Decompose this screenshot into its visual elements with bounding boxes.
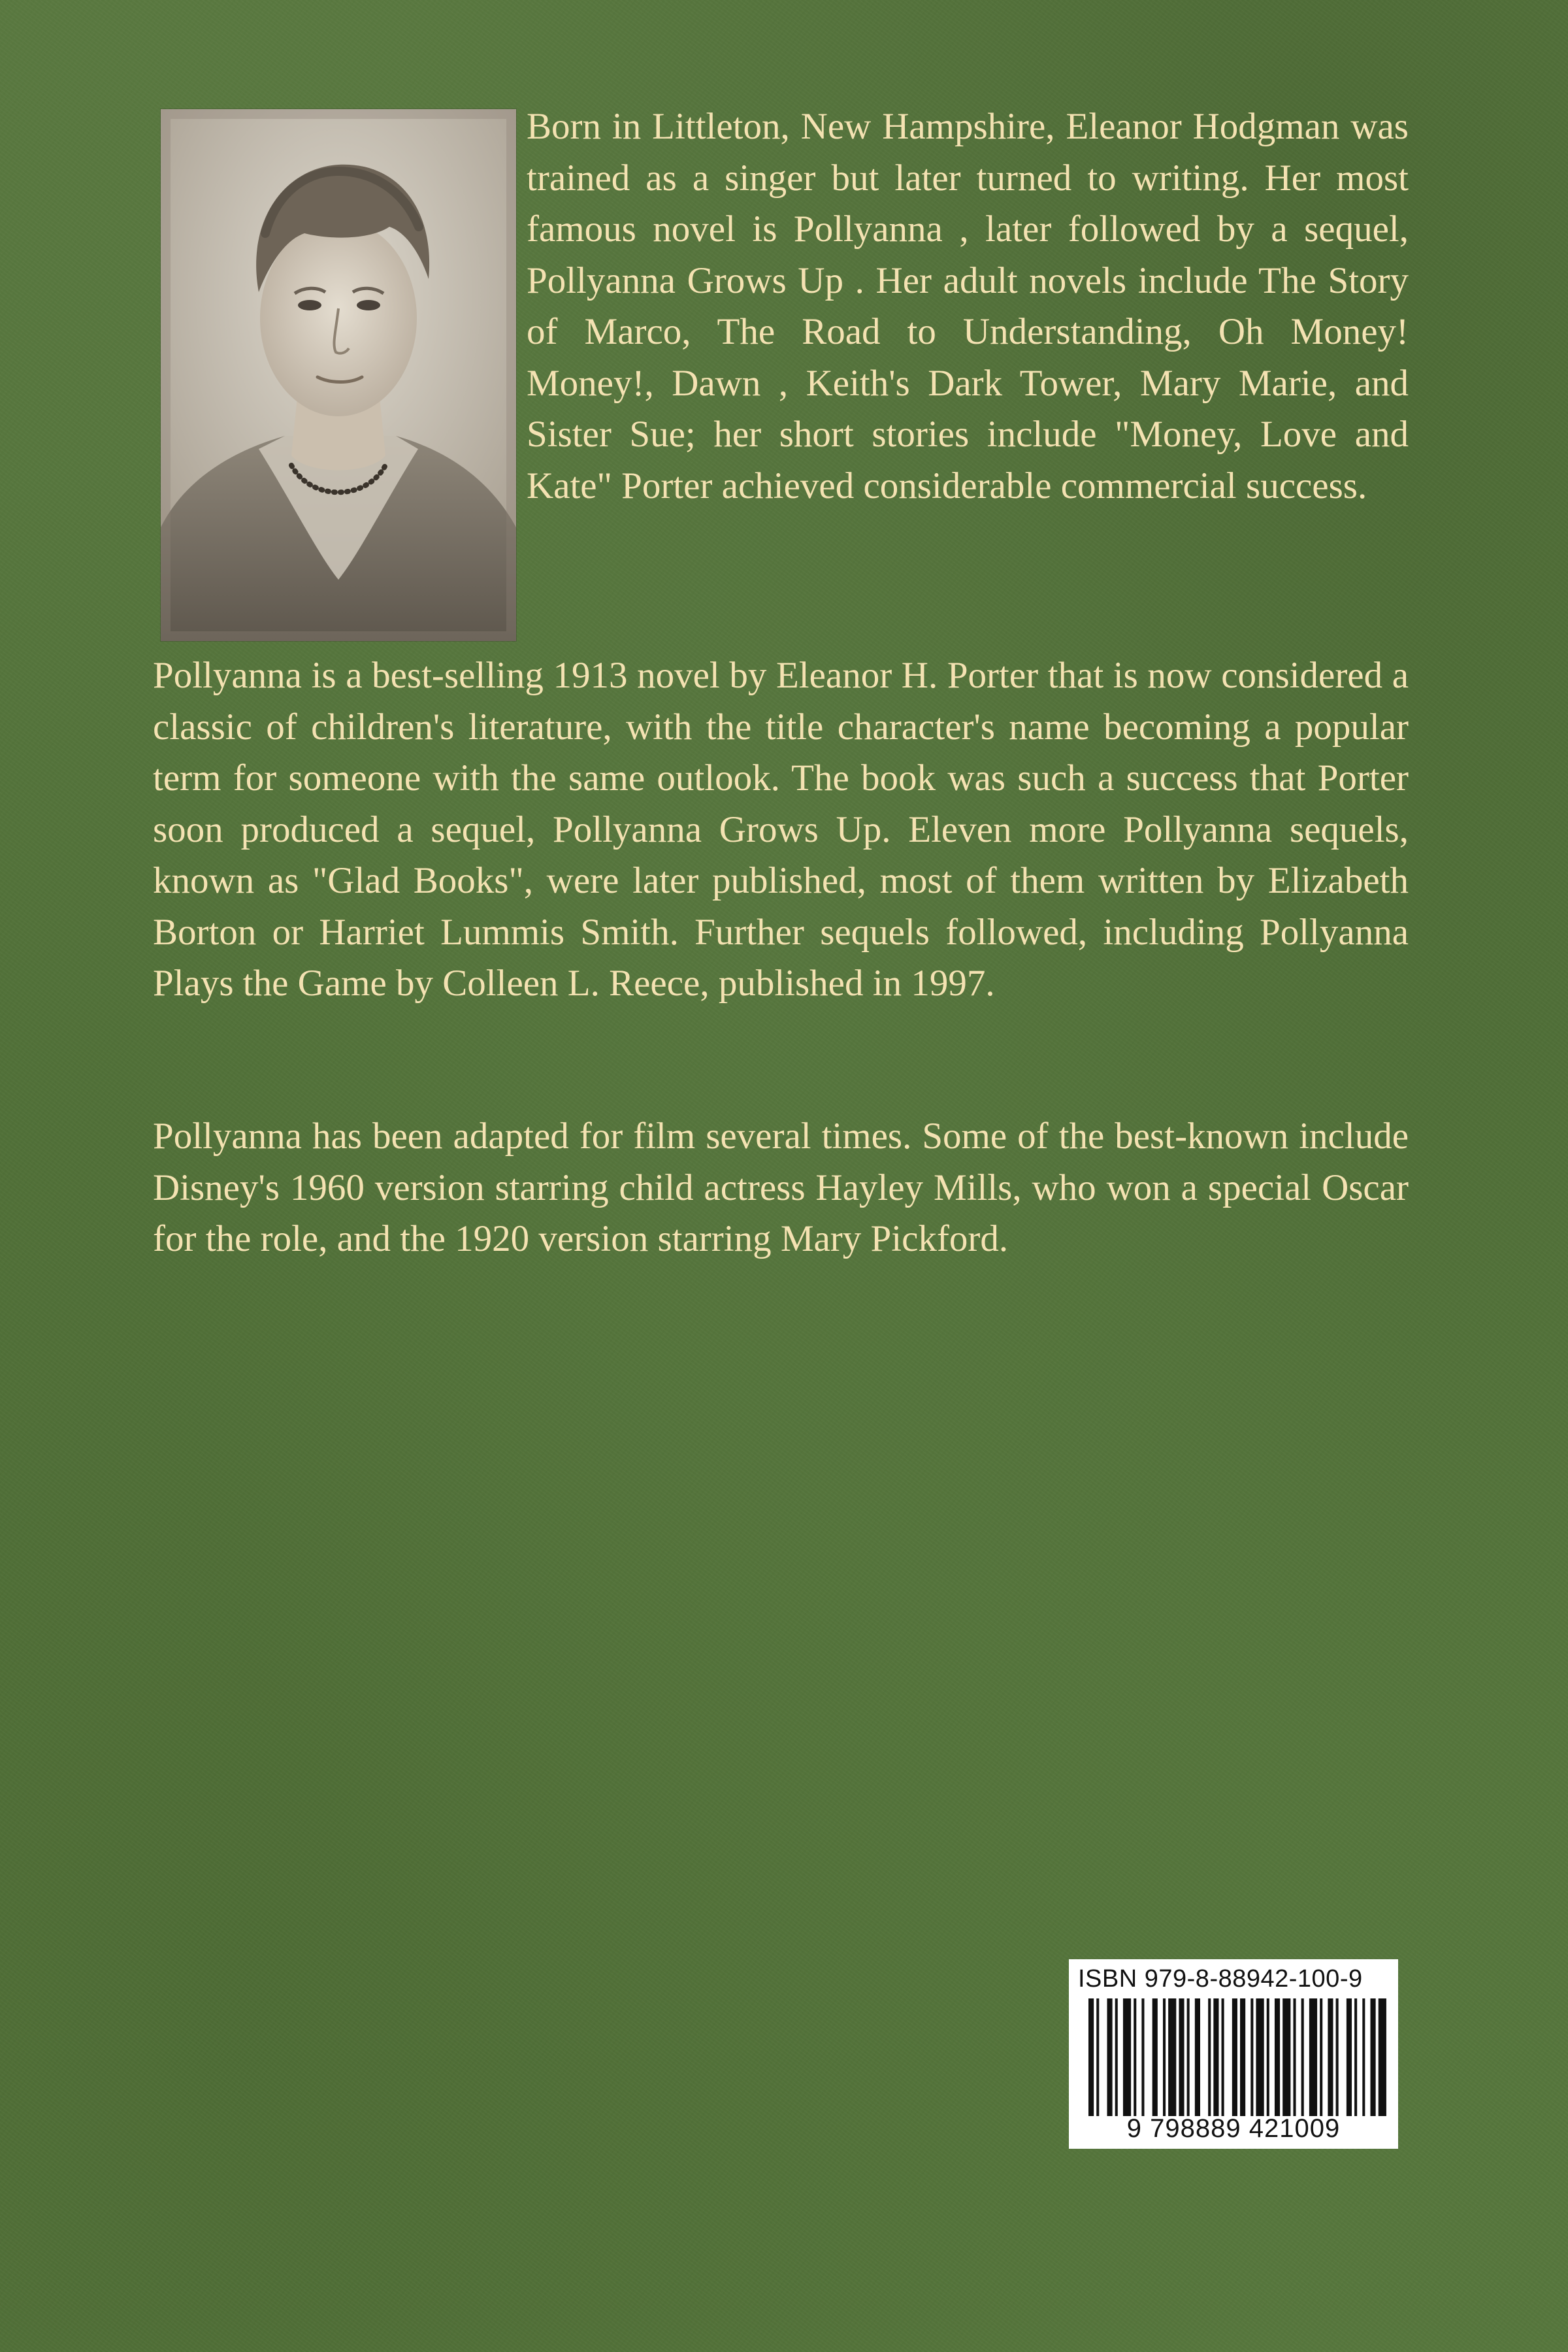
- barcode-bar: [1232, 1998, 1237, 2116]
- barcode-bar: [1195, 1998, 1200, 2116]
- barcode-bar: [1282, 1998, 1290, 2116]
- barcode-bar: [1088, 1998, 1094, 2116]
- isbn-label: ISBN 979-8-88942-100-9: [1078, 1965, 1363, 1993]
- barcode-bar: [1240, 1998, 1245, 2116]
- barcode-bar: [1336, 1998, 1339, 2116]
- barcode-bar: [1208, 1998, 1211, 2116]
- barcode-bar: [1115, 1998, 1118, 2116]
- barcode-bar: [1123, 1998, 1131, 2116]
- barcode-digits: 9 798889 421009: [1126, 2114, 1341, 2143]
- barcode-bar: [1347, 1998, 1352, 2116]
- barcode-bar: [1213, 1998, 1218, 2116]
- barcode-bar: [1328, 1998, 1333, 2116]
- barcode-bars: [1088, 1998, 1389, 2116]
- barcode-bar: [1168, 1998, 1176, 2116]
- barcode-bar: [1141, 1998, 1144, 2116]
- barcode-bar: [1301, 1998, 1304, 2116]
- barcode-bar: [1379, 1998, 1386, 2116]
- barcode-bar: [1293, 1998, 1296, 2116]
- barcode-bar: [1309, 1998, 1317, 2116]
- book-description: Pollyanna is a best-selling 1913 novel by Eleanor H. Porter that is now considered a classic of children's literature, with the title character's name becoming a popular term for someone with the same outlook. The book was such a success that Porter soon produced a sequel, Pollyanna Grows Up. Eleven more Pollyanna sequels, known as "Glad Books", were later published, most of them written by Elizabeth Borton or Harriet Lummis Smith. Further sequels followed, including Pollyanna Plays the Game by Colleen L. Reece, published in 1997.: [153, 655, 1409, 1004]
- barcode-bar: [1107, 1998, 1113, 2116]
- barcode-bar: [1362, 1998, 1365, 2116]
- barcode-bar: [1096, 1998, 1099, 2116]
- barcode-bar: [1250, 1998, 1253, 2116]
- barcode-bar: [1267, 1998, 1269, 2116]
- isbn-barcode: [1069, 1959, 1398, 2149]
- barcode-bar: [1152, 1998, 1158, 2116]
- barcode-bar: [1320, 1998, 1322, 2116]
- author-portrait-photo: [161, 109, 516, 641]
- barcode-bar: [1163, 1998, 1166, 2116]
- barcode-bar: [1371, 1998, 1376, 2116]
- author-biography: Born in Littleton, New Hampshire, Eleanor Hodgman was trained as a singer but later turned to writing. Her most famous novel is Pollyanna , later followed by a sequel, Pollyanna Grows Up . Her adult novels include The Story of Marco, The Road to Understanding, Oh Money! Money!, Dawn , Keith's Dark Tower, Mary Marie, and Sister Sue; her short stories include "Money, Love and Kate" Porter achieved considerable commercial success.: [527, 106, 1409, 506]
- barcode-bar: [1134, 1998, 1136, 2116]
- barcode-bar: [1354, 1998, 1357, 2116]
- barcode-bar: [1179, 1998, 1184, 2116]
- barcode-bar: [1256, 1998, 1264, 2116]
- film-adaptations-paragraph: Pollyanna has been adapted for film several times. Some of the best-known include Disney's 1960 version starring child actress Hayley Mills, who won a special Oscar for the role, and the 1920 version starring Mary Pickford.: [153, 1116, 1409, 1259]
- barcode-bar: [1222, 1998, 1224, 2116]
- barcode-bar: [1275, 1998, 1280, 2116]
- barcode-bar: [1187, 1998, 1190, 2116]
